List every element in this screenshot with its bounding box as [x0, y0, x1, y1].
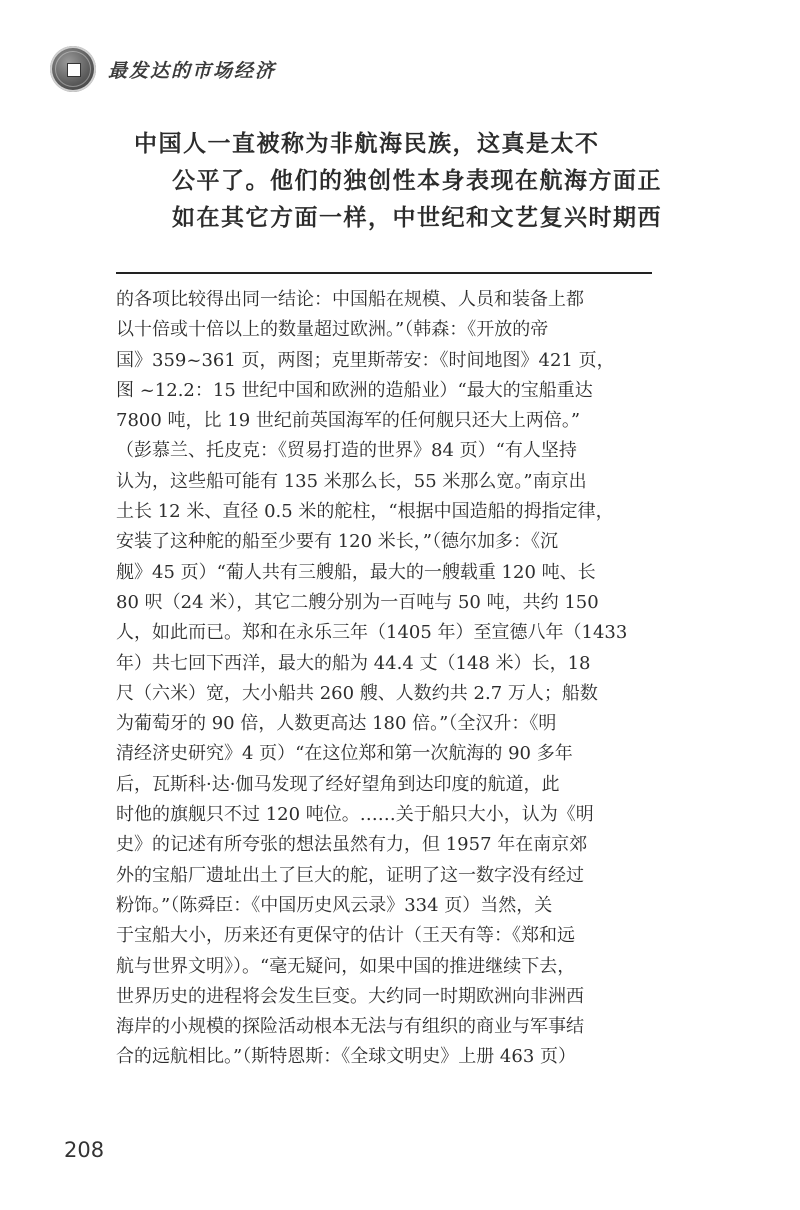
- footnote-line: 航与世界文明》）。“毫无疑问，如果中国的推进继续下去，: [116, 955, 576, 977]
- footnote-line: 的各项比较得出同一结论：中国船在规模、人员和装备上都: [116, 289, 584, 310]
- footnote-line: 舰》45 页）“葡人共有三艘船，最大的一艘载重 120 吨、长: [116, 561, 596, 583]
- footnote-line: 世界历史的进程将会发生巨变。大约同一时期欧洲向非洲西: [116, 985, 584, 1007]
- quote-line: 中国人一直被称为非航海民族，这真是太不: [134, 131, 600, 157]
- footnote-line: 于宝船大小，历来还有更保守的估计（王天有等：《郑和远: [116, 925, 575, 947]
- footnote-line: 7800 吨，比 19 世纪前英国海军的任何舰只还大上两倍。”: [116, 410, 581, 432]
- page-number: 208: [64, 1138, 105, 1162]
- footnote-line: （彭慕兰、托皮克：《贸易打造的世界》84 页）“有人坚持: [116, 440, 577, 462]
- footnote-line: 国》359~361 页，两图；克里斯蒂安：《时间地图》421 页，: [116, 349, 615, 371]
- ancient-coin-icon: [50, 46, 96, 92]
- footnote-line: 安装了这种舵的船至少要有 120 米长，”（德尔加多：《沉: [116, 531, 558, 553]
- footnote-body: [116, 285, 672, 1073]
- footnote-line: 合的远航相比。”（斯特恩斯：《全球文明史》上册 463 页）: [116, 1046, 576, 1068]
- footnote-line: 图 ~12.2：15 世纪中国和欧洲的造船业）“最大的宝船重达: [116, 379, 593, 401]
- chapter-title: 最发达的市场经济: [108, 59, 277, 82]
- footnote-line: 为葡萄牙的 90 倍，人数更高达 180 倍。”（全汉升：《明: [116, 713, 557, 735]
- running-header: [50, 44, 276, 94]
- footnote-line: 尺（六米）宽，大小船共 260 艘、人数约共 2.7 万人；船数: [116, 682, 598, 704]
- footnote-line: 认为，这些船可能有 135 米那么长，55 米那么宽。”南京出: [116, 470, 587, 492]
- footnote-line: 土长 12 米、直径 0.5 米的舵柱，“根据中国造船的拇指定律，: [116, 501, 614, 523]
- footnote-line: 粉饰。”（陈舜臣：《中国历史风云录》334 页）当然，关: [116, 894, 553, 916]
- footnote-line: 年）共七回下西洋，最大的船为 44.4 丈（148 米）长，18: [116, 652, 591, 674]
- footnote-line: 后，瓦斯科·达·伽马发现了经好望角到达印度的航道，此: [116, 773, 560, 795]
- footnote-line: 清经济史研究》4 页）“在这位郑和第一次航海的 90 多年: [116, 743, 573, 765]
- footnote-line: 海岸的小规模的探险活动根本无法与有组织的商业与军事结: [116, 1016, 584, 1038]
- footnote-line: 人，如此而已。郑和在永乐三年（1405 年）至宣德八年（1433: [116, 622, 628, 644]
- footnote-divider: [116, 272, 652, 274]
- footnote-line: 史》的记述有所夸张的想法虽然有力，但 1957 年在南京郊: [116, 834, 588, 856]
- footnote-line: 外的宝船厂遗址出土了巨大的舵，证明了这一数字没有经过: [116, 864, 584, 886]
- quote-line: 公平了。他们的独创性本身表现在航海方面正: [172, 168, 662, 194]
- pull-quote: [134, 126, 674, 237]
- footnote-line: 时他的旗舰只不过 120 吨位。……关于船只大小，认为《明: [116, 804, 594, 826]
- quote-line: 如在其它方面一样，中世纪和文艺复兴时期西: [172, 205, 662, 231]
- footnote-line: 以十倍或十倍以上的数量超过欧洲。”（韩森：《开放的帝: [116, 319, 549, 341]
- footnote-line: 80 呎（24 米），其它二艘分别为一百吨与 50 吨，共约 150: [116, 591, 599, 613]
- coin-square-hole: [67, 63, 81, 77]
